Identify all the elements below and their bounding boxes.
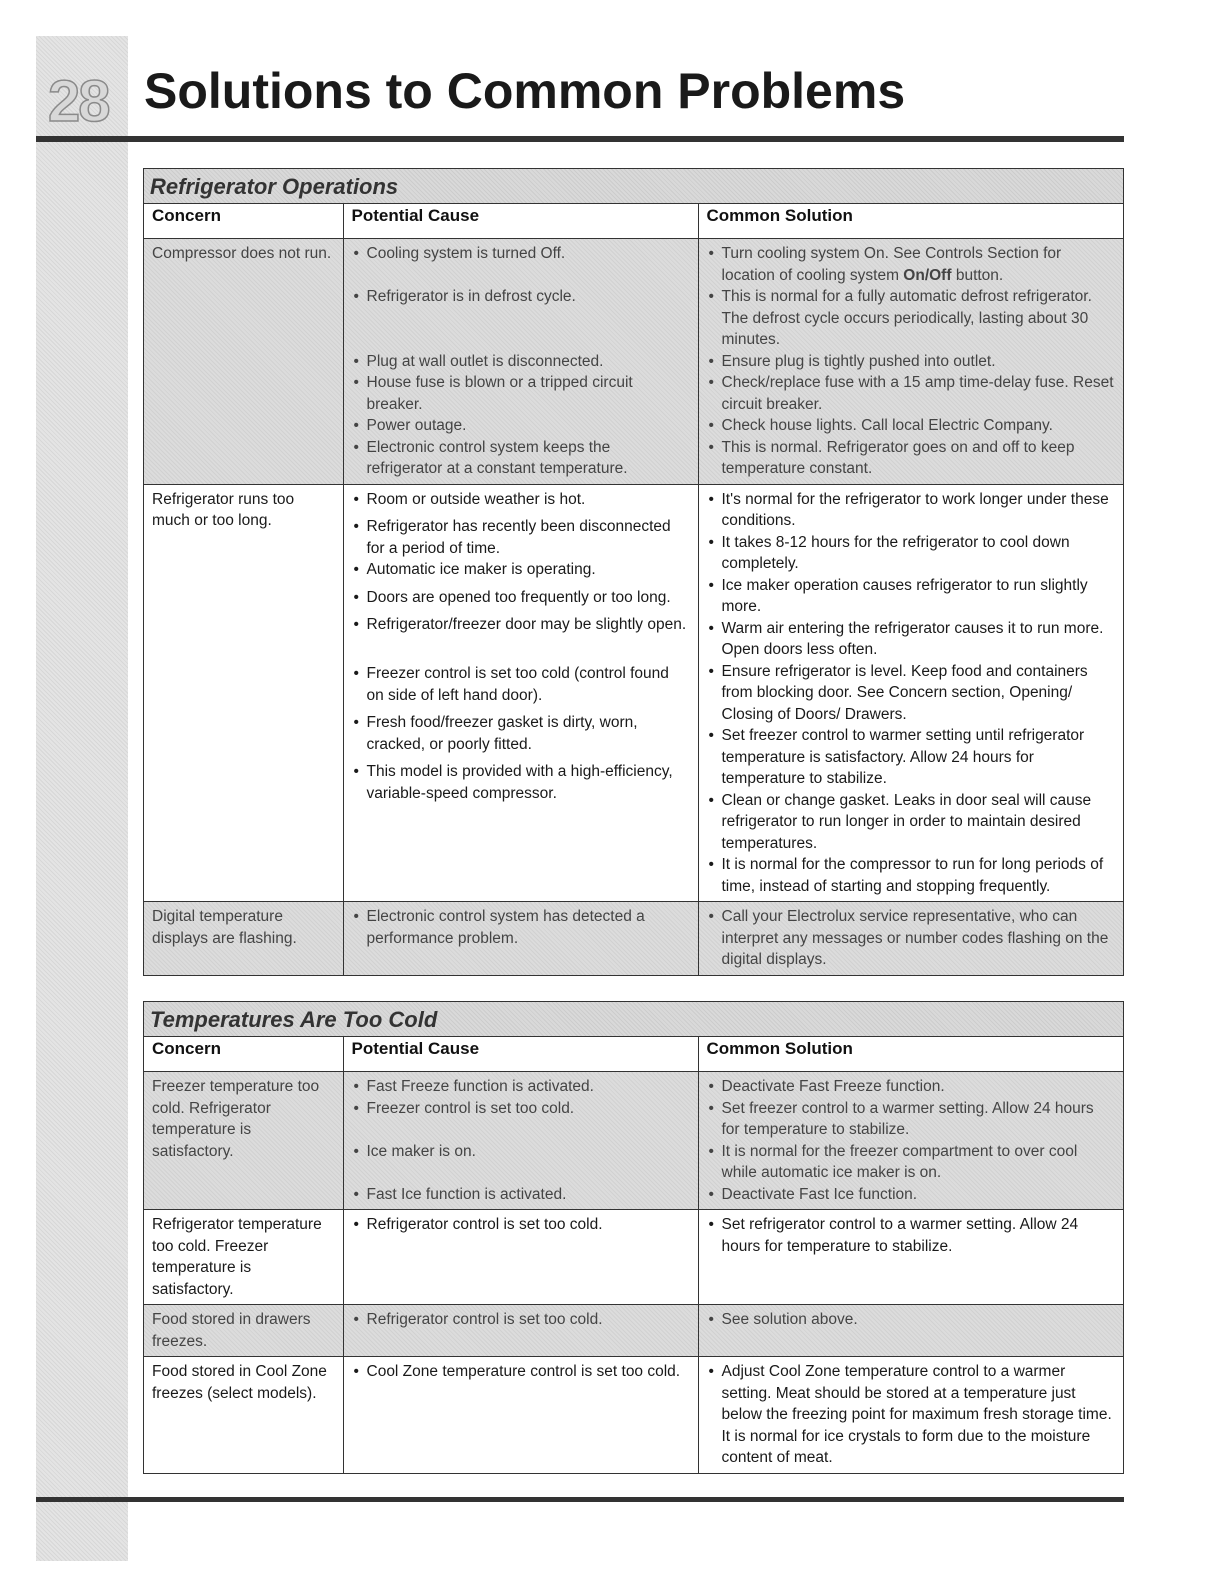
list-item: • Room or outside weather is hot. xyxy=(352,489,690,511)
table-header-row xyxy=(144,1037,1123,1072)
section-title: Temperatures Are Too Cold xyxy=(144,1002,1123,1037)
header-potential-cause: Potential Cause xyxy=(343,1037,698,1072)
header-concern: Concern xyxy=(144,204,343,239)
bottom-divider xyxy=(36,1497,1124,1502)
list-item: • This is normal. Refrigerator goes on and off to keep temperature constant. xyxy=(707,437,1116,480)
cause-cell xyxy=(343,484,698,902)
list-item: • Refrigerator has recently been disconnected for a period of time. xyxy=(352,516,690,559)
table-header-row xyxy=(144,204,1123,239)
list-item: • Clean or change gasket. Leaks in door seal will cause refrigerator to run longer in order to maintain desired temperatures. xyxy=(707,790,1116,855)
list-item: • Set freezer control to warmer setting until refrigerator temperature is satisfactory. Allow 24 hours for temperature to stabilize. xyxy=(707,725,1116,790)
concern-cell: Food stored in Cool Zone freezes (select models). xyxy=(144,1357,343,1473)
table-row xyxy=(144,1072,1123,1210)
header-concern: Concern xyxy=(144,1037,343,1072)
list-item: • Warm air entering the refrigerator causes it to run more. Open doors less often. xyxy=(707,618,1116,661)
section-refrigerator-operations xyxy=(143,168,1124,976)
list-item: • Fresh food/freezer gasket is dirty, worn, cracked, or poorly fitted. xyxy=(352,712,690,755)
list-item: • Electronic control system keeps the refrigerator at a constant temperature. xyxy=(352,437,690,480)
concern-cell: Freezer temperature too cold. Refrigerator temperature is satisfactory. xyxy=(144,1072,343,1210)
solution-cell xyxy=(698,1305,1123,1357)
cause-cell xyxy=(343,902,698,975)
list-item: • Cooling system is turned Off. xyxy=(352,243,690,265)
cause-cell xyxy=(343,1357,698,1473)
header-common-solution: Common Solution xyxy=(698,204,1123,239)
side-strip xyxy=(36,36,128,1561)
table-row xyxy=(144,1305,1123,1357)
table-row xyxy=(144,902,1123,975)
list-item: • Ensure plug is tightly pushed into outlet. xyxy=(707,351,1116,373)
header-common-solution: Common Solution xyxy=(698,1037,1123,1072)
list-item: • Freezer control is set too cold. xyxy=(352,1098,690,1120)
list-item: • Deactivate Fast Ice function. xyxy=(707,1184,1116,1206)
problems-table xyxy=(144,204,1123,975)
concern-cell: Refrigerator runs too much or too long. xyxy=(144,484,343,902)
section-title: Refrigerator Operations xyxy=(144,169,1123,204)
list-item: • Set refrigerator control to a warmer setting. Allow 24 hours for temperature to stabilize. xyxy=(707,1214,1116,1257)
page-title: Solutions to Common Problems xyxy=(144,63,906,119)
section-temperatures-too-cold xyxy=(143,1001,1124,1474)
solution-cell xyxy=(698,902,1123,975)
list-item: • Refrigerator control is set too cold. xyxy=(352,1214,690,1236)
list-item: • Ice maker is on. xyxy=(352,1141,690,1163)
list-item: • Fast Freeze function is activated. xyxy=(352,1076,690,1098)
list-item: • Ensure refrigerator is level. Keep food and containers from blocking door. See Concern section, Opening/ Closing of Doors/ Drawers. xyxy=(707,661,1116,726)
cause-cell xyxy=(343,1072,698,1210)
list-item: • Refrigerator/freezer door may be slightly open. xyxy=(352,614,690,636)
list-item: • Electronic control system has detected a performance problem. xyxy=(352,906,690,949)
list-item: • Deactivate Fast Freeze function. xyxy=(707,1076,1116,1098)
solution-cell xyxy=(698,484,1123,902)
table-row xyxy=(144,239,1123,485)
concern-cell: Food stored in drawers freezes. xyxy=(144,1305,343,1357)
concern-cell: Digital temperature displays are flashing. xyxy=(144,902,343,975)
list-item: • Freezer control is set too cold (control found on side of left hand door). xyxy=(352,663,690,706)
list-item: • Check house lights. Call local Electric Company. xyxy=(707,415,1116,437)
cause-cell xyxy=(343,239,698,485)
solution-cell xyxy=(698,1072,1123,1210)
list-item: • It takes 8-12 hours for the refrigerator to cool down completely. xyxy=(707,532,1116,575)
list-item: • It is normal for the compressor to run for long periods of time, instead of starting and stopping frequently. xyxy=(707,854,1116,897)
list-item: • Set freezer control to a warmer setting. Allow 24 hours for temperature to stabilize. xyxy=(707,1098,1116,1141)
list-item: • Cool Zone temperature control is set too cold. xyxy=(352,1361,690,1383)
table-row xyxy=(144,1357,1123,1473)
list-item: • This is normal for a fully automatic defrost refrigerator. The defrost cycle occurs periodically, lasting about 30 minutes. xyxy=(707,286,1116,351)
list-item: • Plug at wall outlet is disconnected. xyxy=(352,351,690,373)
solution-cell xyxy=(698,1210,1123,1305)
header-potential-cause: Potential Cause xyxy=(343,204,698,239)
solution-cell xyxy=(698,239,1123,485)
list-item: • Ice maker operation causes refrigerator to run slightly more. xyxy=(707,575,1116,618)
page-number: 28 xyxy=(48,69,109,134)
list-item: • Automatic ice maker is operating. xyxy=(352,559,690,581)
list-item: • Call your Electrolux service representative, who can interpret any messages or number codes flashing on the digital displays. xyxy=(707,906,1116,971)
problems-table xyxy=(144,1037,1123,1473)
list-item: • Doors are opened too frequently or too long. xyxy=(352,587,690,609)
list-item: • Turn cooling system On. See Controls Section for location of cooling system On/Off button. xyxy=(707,243,1116,286)
top-divider xyxy=(36,136,1124,142)
list-item: • See solution above. xyxy=(707,1309,1116,1331)
list-item: • Refrigerator control is set too cold. xyxy=(352,1309,690,1331)
list-item: • It is normal for the freezer compartment to over cool while automatic ice maker is on. xyxy=(707,1141,1116,1184)
concern-cell: Refrigerator temperature too cold. Freezer temperature is satisfactory. xyxy=(144,1210,343,1305)
solution-cell xyxy=(698,1357,1123,1473)
list-item: • This model is provided with a high-efficiency, variable-speed compressor. xyxy=(352,761,690,804)
list-item: • Adjust Cool Zone temperature control to a warmer setting. Meat should be stored at a temperature just below the freezing point for maximum fresh storage time. It is normal for ice crystals to form due to the moisture content of meat. xyxy=(707,1361,1116,1469)
cause-cell xyxy=(343,1305,698,1357)
list-item: • Fast Ice function is activated. xyxy=(352,1184,690,1206)
list-item: • Power outage. xyxy=(352,415,690,437)
cause-cell xyxy=(343,1210,698,1305)
list-item: • House fuse is blown or a tripped circuit breaker. xyxy=(352,372,690,415)
list-item: • Check/replace fuse with a 15 amp time-delay fuse. Reset circuit breaker. xyxy=(707,372,1116,415)
table-row xyxy=(144,484,1123,902)
list-item: • It's normal for the refrigerator to work longer under these conditions. xyxy=(707,489,1116,532)
table-row xyxy=(144,1210,1123,1305)
concern-cell: Compressor does not run. xyxy=(144,239,343,485)
list-item: • Refrigerator is in defrost cycle. xyxy=(352,286,690,308)
